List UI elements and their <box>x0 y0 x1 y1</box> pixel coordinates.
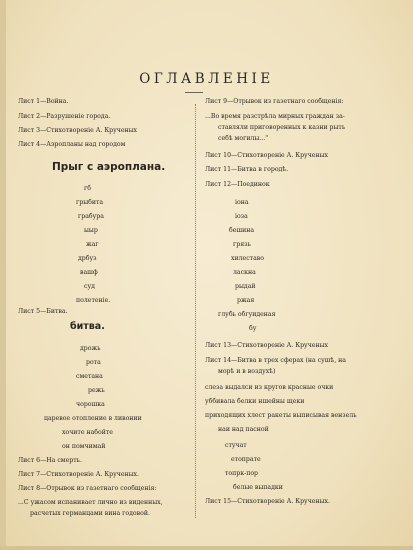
poem-word: жаг <box>86 241 99 248</box>
section-heading-battle: битва. <box>70 321 105 332</box>
poem-word: хочите набойте <box>62 429 113 436</box>
poem-word: полетеніе. <box>76 297 111 304</box>
poem-word: рота <box>86 359 101 366</box>
quote-line: ...С ужасом испанивает лично из виденных, <box>18 499 163 506</box>
poem-word: чорошка <box>76 401 105 408</box>
poem-word: бу <box>249 325 257 332</box>
poem-word: вашф <box>80 269 98 276</box>
page-title: ОГЛАВЛЕНІЕ <box>139 71 274 87</box>
toc-entry-12: Лист 12—Поединок <box>205 181 270 188</box>
toc-entry-6: Лист 6—На смерть. <box>18 457 82 464</box>
poem-word: рыдай <box>235 283 256 290</box>
poem-word: ыыр <box>84 227 98 234</box>
poem-word: грыбита <box>76 199 104 206</box>
toc-entry-15: Лист 15—Стихотвореніе А. Крученых. <box>205 498 330 505</box>
toc-entry-13: Лист 13—Стихотвореніе А. Крученых <box>205 342 328 349</box>
poem-word: режь <box>88 387 105 394</box>
toc-entry-10: Лист 10—Стихотвореніе А. Крученых <box>205 152 328 159</box>
poem-line: наи над пасной <box>218 426 269 433</box>
toc-entry-7: Лист 7—Стихотвореніе А. Крученых. <box>18 471 140 478</box>
poem-word: глубь обгуиденая <box>218 311 276 318</box>
toc-entry-4: Лист 4—Аэропланы над городом <box>18 141 126 148</box>
poem-word: топрк-пор <box>225 470 259 477</box>
poem-word: бешина <box>229 227 255 234</box>
poem-word: сметана <box>76 373 103 380</box>
poem-word: он помчимай <box>62 443 106 450</box>
poem-line: слеза выдалси из кругов красные очки <box>205 384 334 391</box>
poem-word: гб <box>84 185 91 192</box>
toc-entry-3: Лист 3—Стихотвореніе А. Крученых <box>18 127 138 134</box>
poem-word: етопрате <box>231 456 261 463</box>
column-divider <box>195 104 197 518</box>
page-edge-bottom <box>0 546 413 550</box>
poem-word: стучат <box>225 442 247 449</box>
poem-line: уббивала белки ншейны щеки <box>205 398 305 405</box>
quote-line: ставляли приговоренных к казни рыть <box>218 124 346 131</box>
poem-word: ржая <box>237 297 255 304</box>
poem-word: белые выпадки <box>233 484 283 491</box>
toc-entry-1: Лист 1—Война. <box>18 98 69 105</box>
poem-word: ласкна <box>233 269 256 276</box>
toc-entry-8: Лист 8—Отрывок из газетнаго сообщенія: <box>18 485 157 492</box>
poem-word: грязь <box>233 241 251 248</box>
poem-word: дрбуз <box>78 255 97 262</box>
poem-word: іона <box>235 199 249 206</box>
section-heading-jump: Прыг с аэроплана. <box>52 161 166 173</box>
poem-word: грабура <box>78 213 104 220</box>
toc-entry-5: Лист 5—Битва. <box>18 308 68 315</box>
title-underline <box>185 92 203 93</box>
poem-line: приходящих хлест ракеты выписывая вензель <box>205 412 357 419</box>
toc-entry-9: Лист 9—Отрывок из газетнаго сообщенія: <box>205 98 344 105</box>
toc-entry-14-cont: морѣ и в воздухѣ) <box>218 368 276 375</box>
quote-line: ...Во время разстрѣла мирных граждан за- <box>205 113 345 120</box>
poem-word: іоза <box>235 213 248 220</box>
toc-entry-2: Лист 2—Разрушеніе города. <box>18 113 111 120</box>
toc-entry-14: Лист 14—Битва в трех сферах (на сушѣ, на <box>205 357 346 364</box>
poem-word: дрожь <box>80 345 101 352</box>
quote-line: расчетых германцами вина годовой. <box>30 510 150 517</box>
toc-entry-11: Лист 11—Битва в городѣ. <box>205 166 289 173</box>
quote-line: себѣ могилы..." <box>218 135 269 142</box>
poem-word: хилеставо <box>231 255 264 262</box>
poem-word: царевое отопление в ливонии <box>44 415 142 422</box>
poem-word: суд <box>84 283 95 290</box>
